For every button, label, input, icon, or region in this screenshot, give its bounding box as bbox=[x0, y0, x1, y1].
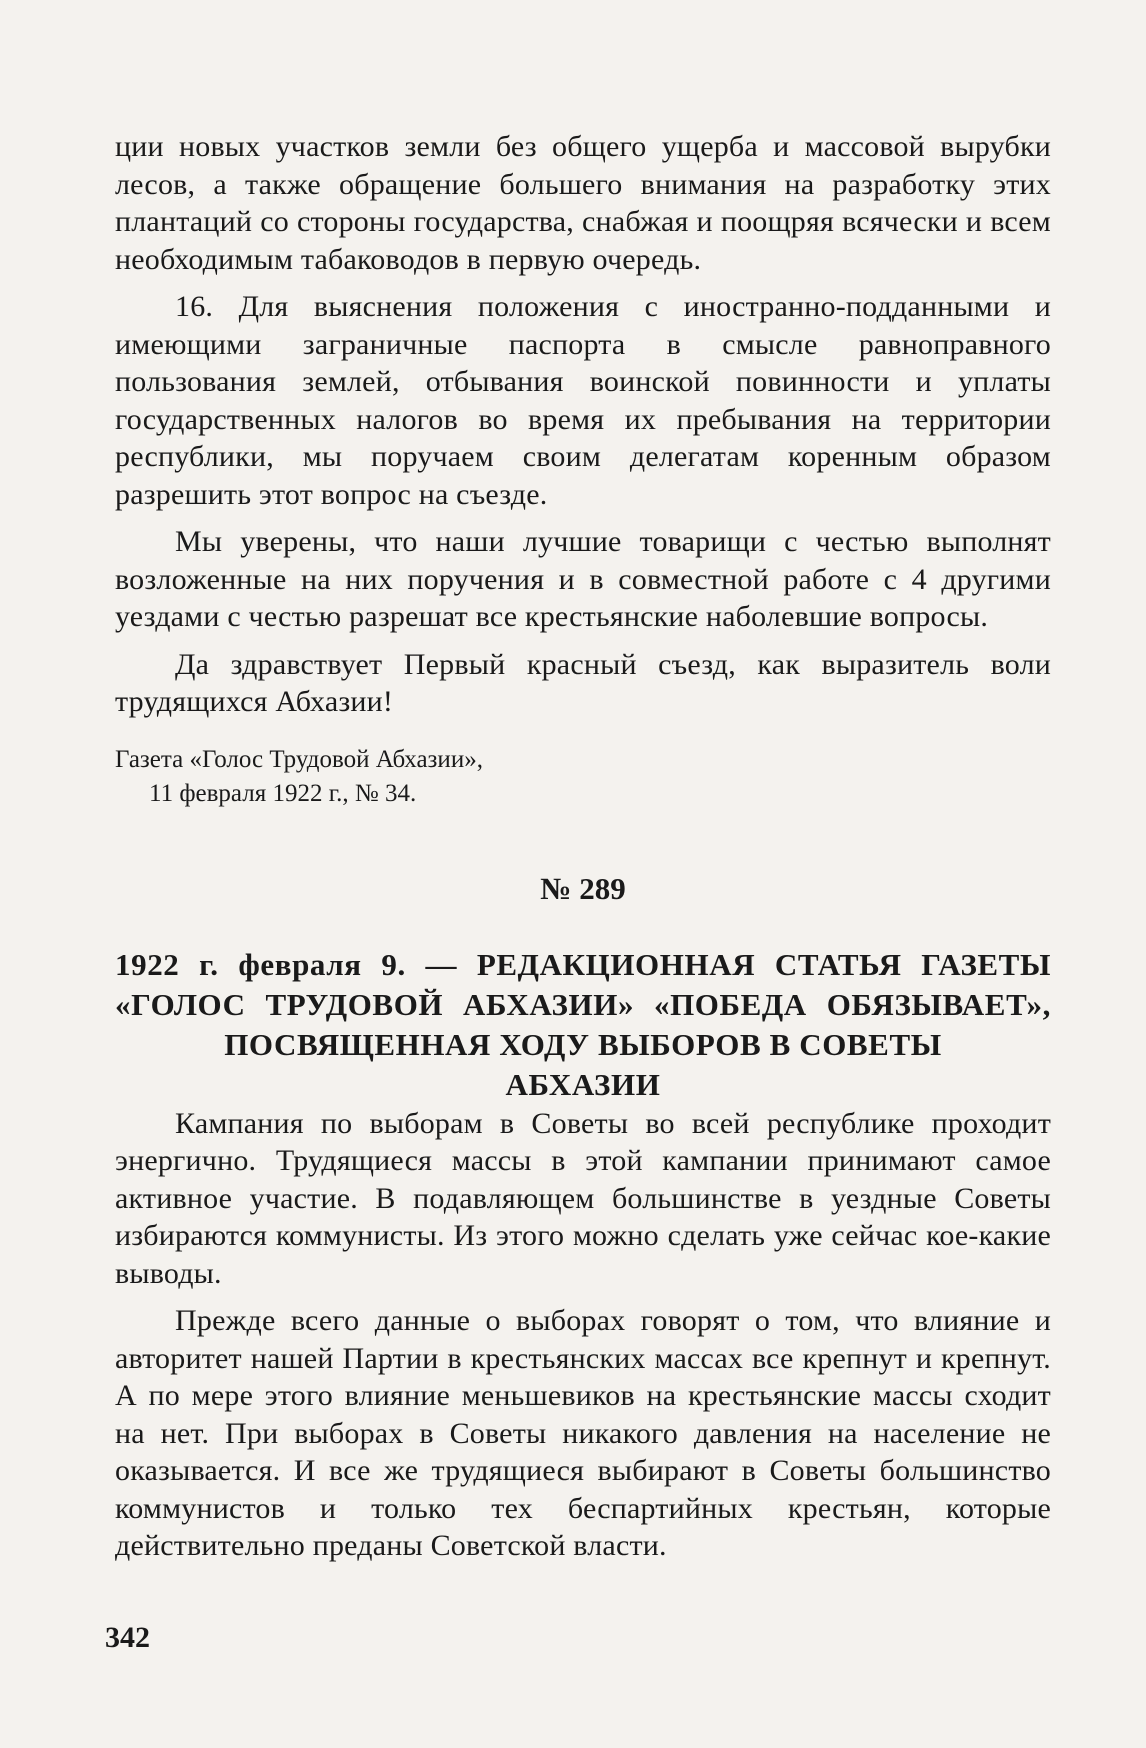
continuation-paragraph: ции новых участков земли без общего ущерба и массовой вырубки лесов, а также обращение большего внимания на разработку этих плантаций со стороны государства, снабжая и поощряя всячески и всем необходимым табаководов в первую очередь. bbox=[115, 130, 1051, 276]
heading-line-3: ПОСВЯЩЕННАЯ ХОДУ ВЫБОРОВ В СОВЕТЫ bbox=[224, 1026, 942, 1062]
heading-line-1: 1922 г. февраля 9. — РЕДАКЦИОННАЯ СТАТЬЯ ГАЗЕТЫ bbox=[115, 946, 1051, 982]
page-body bbox=[115, 128, 1051, 1565]
document-heading bbox=[115, 945, 1051, 1105]
article-paragraph-2: Прежде всего данные о выборах говорят о том, что влияние и авторитет нашей Партии в крестьянских массах все крепнут и крепнут. А по мере этого влияние меньшевиков на крестьянские массы сходит на нет. При выборах в Советы никакого давления на население не оказывается. И все же трудящиеся выбирают в Советы большинство коммунистов и только тех беспартийных крестьян, которые действительно преданы Советской власти. bbox=[115, 1304, 1051, 1562]
confidence-paragraph: Мы уверены, что наши лучшие товарищи с честью выполнят возложенные на них поручения и в совместной работе с 4 другими уездами с честью разрешат все крестьянские наболевшие вопросы. bbox=[115, 525, 1051, 633]
document-number: № 289 bbox=[540, 870, 626, 906]
point-16-paragraph: 16. Для выяснения положения с иностранно-подданными и имеющими заграничные паспорта в смысле равноправного пользования землей, отбывания воинской повинности и уплаты государственных налогов во время их пребывания на территории республики, мы поручаем своим делегатам коренным образом разрешить этот вопрос на съезде. bbox=[115, 290, 1051, 511]
source-citation bbox=[115, 743, 1051, 811]
source-line-1: Газета «Голос Трудовой Абхазии», bbox=[115, 745, 483, 773]
heading-line-4: АБХАЗИИ bbox=[505, 1066, 661, 1102]
source-line-2: 11 февраля 1922 г., № 34. bbox=[149, 779, 417, 807]
heading-line-2: «ГОЛОС ТРУДОВОЙ АБХАЗИИ» «ПОБЕДА ОБЯЗЫВАЕТ», bbox=[115, 986, 1051, 1022]
page-number: 342 bbox=[105, 1621, 150, 1654]
article-paragraph-1: Кампания по выборам в Советы во всей республике проходит энергично. Трудящиеся массы в этой кампании принимают самое активное участие. В подавляющем большинстве в уездные Советы избираются коммунисты. Из этого можно сделать уже сейчас кое-какие выводы. bbox=[115, 1106, 1051, 1290]
slogan-paragraph: Да здравствует Первый красный съезд, как выразитель воли трудящихся Абхазии! bbox=[115, 647, 1051, 718]
